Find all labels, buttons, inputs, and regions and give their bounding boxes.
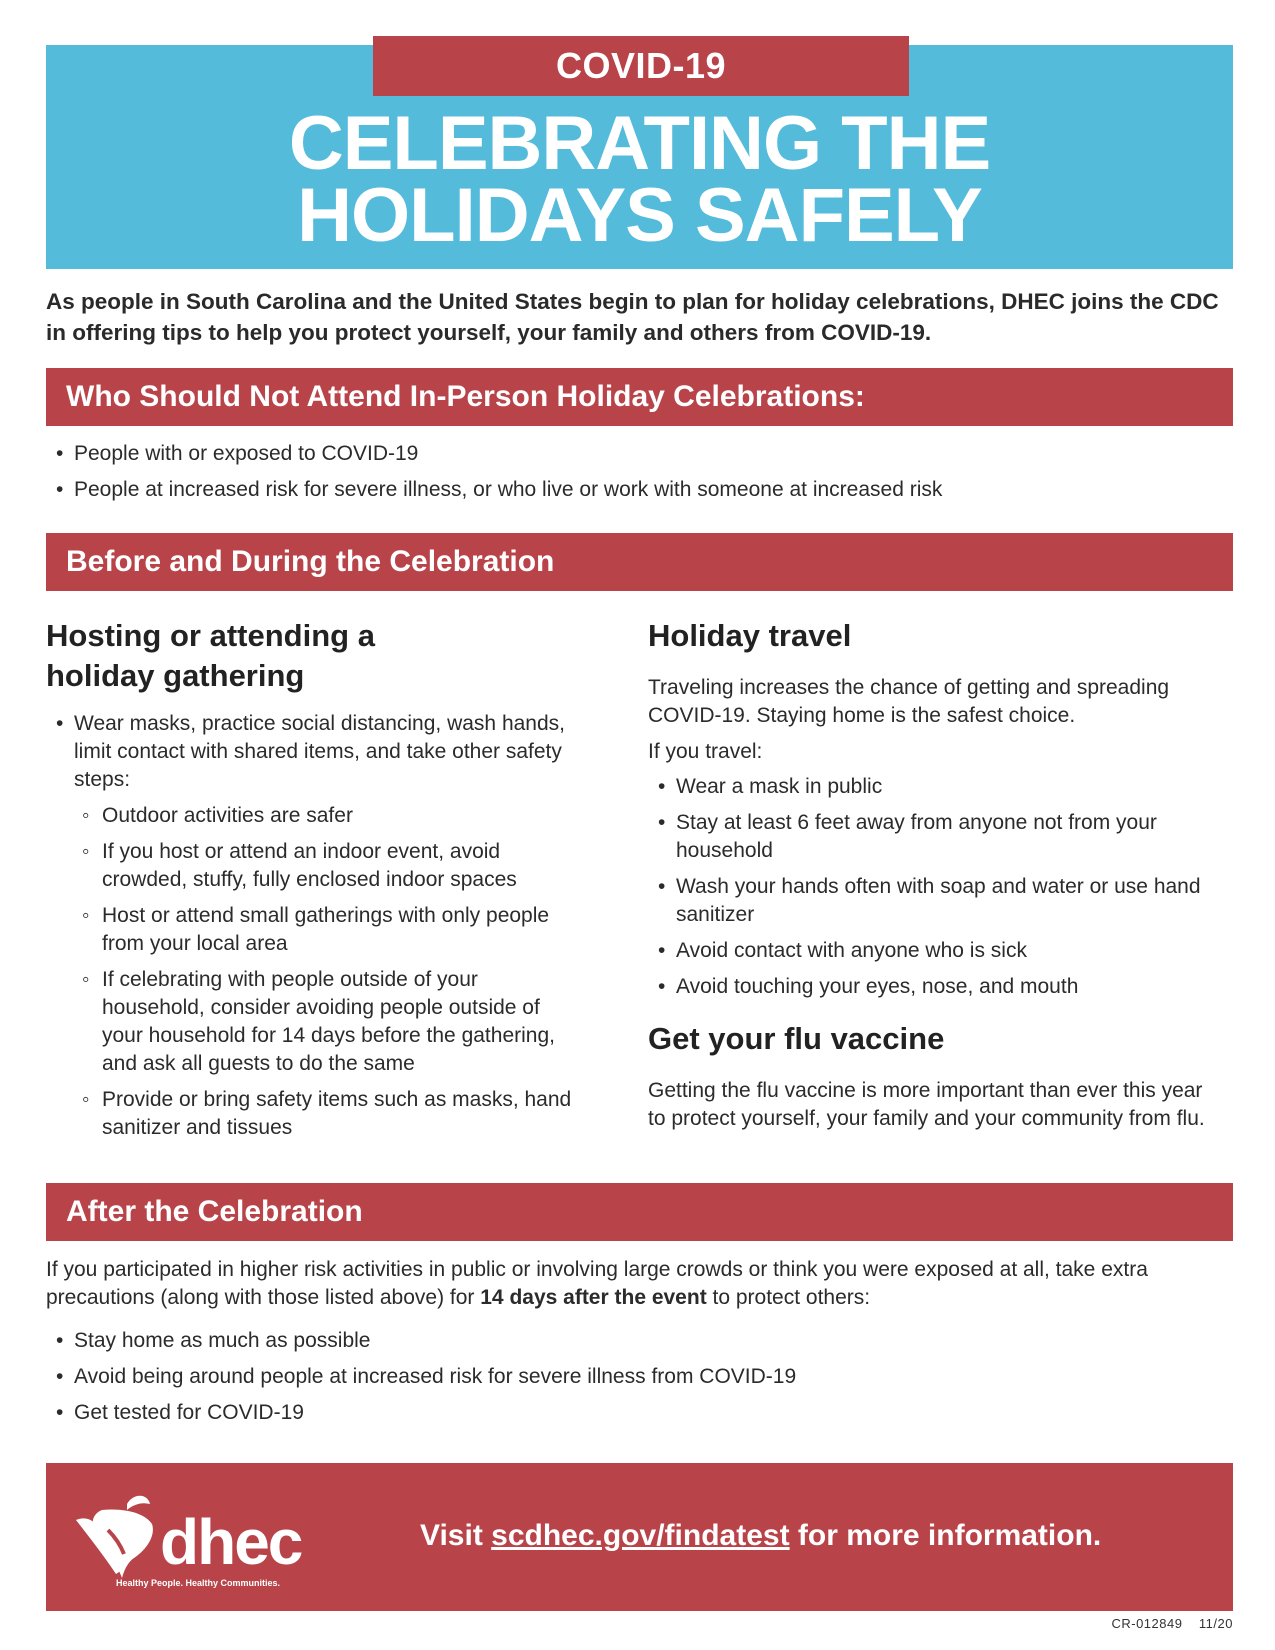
covid-tab: COVID-19 [373,36,909,96]
document-date: 11/20 [1198,1616,1233,1631]
list-item: • Wear masks, practice social distancing, wash hands, limit contact with shared items, and take other safety steps: [46,710,586,794]
document-code-number: CR-012849 [1111,1616,1183,1631]
intro-paragraph: As people in South Carolina and the United States begin to plan for holiday celebrations, DHEC joins the CDC in offering tips to help you protect yourself, your family and others from COVID-19. [46,289,1219,345]
list-item: • Stay at least 6 feet away from anyone not from your household [648,809,1208,865]
sub-list-item: ◦ If celebrating with people outside of your household, consider avoiding people outside of your household for 14 days before the gathering, and ask all guests to do the same [46,966,586,1078]
hosting-heading-line-2: holiday gathering [46,658,305,693]
hosting-list [46,710,586,1150]
dhec-logo-tagline: Healthy People. Healthy Communities. [116,1578,281,1588]
flu-paragraph: Getting the flu vaccine is more important than ever this year to protect yourself, your family and your community from flu. [648,1079,1205,1130]
list-item: • Avoid being around people at increased risk for severe illness from COVID-19 [46,1363,1226,1391]
travel-lead: If you travel: [648,740,763,763]
title-line-2: HOLIDAYS SAFELY [297,173,982,258]
section-bar-before: Before and During the Celebration [46,533,1233,591]
visit-suffix: for more information. [789,1519,1102,1552]
list-item: • Wear a mask in public [648,773,1208,801]
list-item: • Avoid contact with anyone who is sick [648,937,1208,965]
visit-text [420,1516,1101,1556]
travel-heading: Holiday travel [648,618,852,653]
who-list [46,440,1226,512]
dhec-logo-text: dhec [160,1506,302,1578]
visit-prefix: Visit [420,1519,492,1552]
page-title [46,101,1233,258]
list-item: • Avoid touching your eyes, nose, and mouth [648,973,1208,1001]
document-code [1111,1616,1233,1631]
sub-list-item: ◦ If you host or attend an indoor event, avoid crowded, stuffy, fully enclosed indoor spaces [46,838,586,894]
after-paragraph [46,1256,1233,1312]
list-item: • Wash your hands often with soap and water or use hand sanitizer [648,873,1208,929]
list-item: • People with or exposed to COVID-19 [46,440,1226,468]
flu-heading: Get your flu vaccine [648,1021,945,1056]
after-paragraph-bold: 14 days after the event [480,1286,707,1309]
title-line-1: CELEBRATING THE [288,101,991,186]
after-paragraph-start: If you participated in higher risk activities in public or involving large crowds or think you were exposed at all, take extra precautions (along with those listed above) for [46,1258,1148,1309]
sub-list-item: ◦ Host or attend small gatherings with only people from your local area [46,902,586,958]
section-bar-after: After the Celebration [46,1183,1233,1241]
list-item: • People at increased risk for severe illness, or who live or work with someone at increased risk [46,476,1226,504]
hosting-heading-line-1: Hosting or attending a [46,618,375,653]
after-list [46,1327,1226,1435]
travel-list [648,773,1208,1009]
after-paragraph-end: to protect others: [706,1286,871,1309]
list-item: • Stay home as much as possible [46,1327,1226,1355]
sub-list-item: ◦ Provide or bring safety items such as masks, hand sanitizer and tissues [46,1086,586,1142]
list-item: • Get tested for COVID-19 [46,1399,1226,1427]
hosting-heading [46,616,606,696]
dhec-logo-icon [72,1490,172,1580]
section-bar-who: Who Should Not Attend In-Person Holiday Celebrations: [46,368,1233,426]
findatest-link[interactable]: scdhec.gov/findatest [491,1519,790,1552]
sub-list-item: ◦ Outdoor activities are safer [46,802,586,830]
travel-paragraph: Traveling increases the chance of getting and spreading COVID-19. Staying home is the safest choice. [648,676,1170,727]
